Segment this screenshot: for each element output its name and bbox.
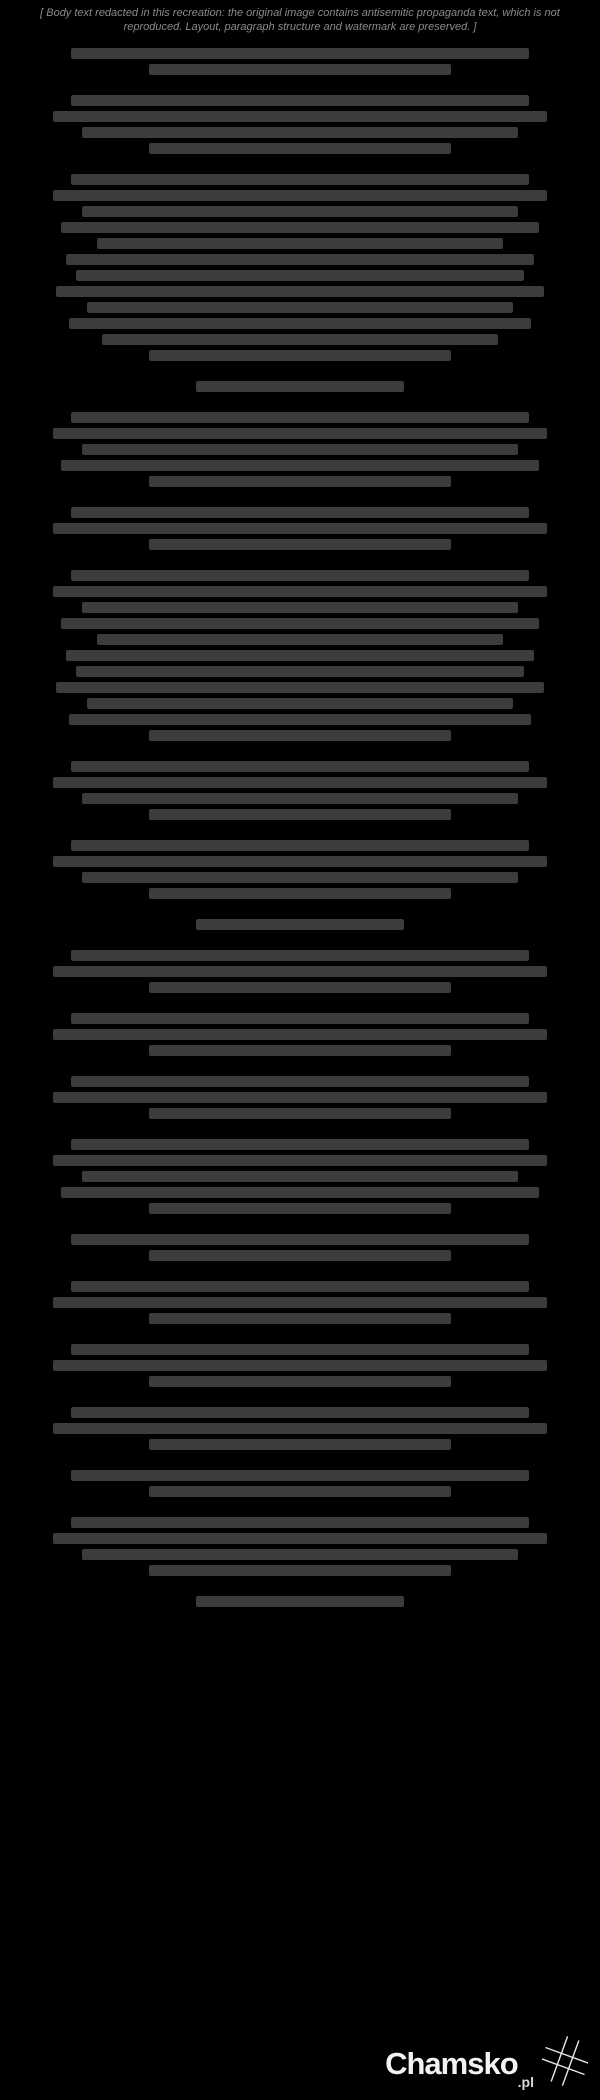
redacted-text-line <box>53 856 547 867</box>
redacted-paragraph <box>40 381 560 392</box>
redacted-text-line <box>82 793 519 804</box>
redacted-text-line <box>61 618 539 629</box>
redacted-paragraph <box>40 174 560 361</box>
redacted-text-line <box>53 1029 547 1040</box>
redacted-text-line <box>71 95 529 106</box>
redacted-paragraph <box>40 1013 560 1056</box>
redacted-paragraph <box>40 570 560 741</box>
redacted-paragraph <box>40 761 560 820</box>
redacted-text-line <box>71 570 529 581</box>
redacted-text-line <box>56 682 545 693</box>
redacted-text-line <box>87 302 513 313</box>
redacted-text-line <box>53 1533 547 1544</box>
redacted-text-line <box>196 1596 404 1607</box>
redacted-text-line <box>82 1171 519 1182</box>
redacted-text-line <box>71 1344 529 1355</box>
redaction-notice: [ Body text redacted in this recreation: the original image contains antisemitic propaganda text, which is not reproduced. Layout, paragraph structure and watermark are preserved. ] <box>40 7 560 33</box>
redacted-text-line <box>66 254 534 265</box>
redacted-text-line <box>149 1250 451 1261</box>
redacted-paragraph <box>40 507 560 550</box>
redacted-text-line <box>82 602 519 613</box>
redacted-text-line <box>71 412 529 423</box>
redacted-paragraph <box>40 1234 560 1261</box>
redacted-text-line <box>53 1155 547 1166</box>
redacted-text-line <box>71 1013 529 1024</box>
redacted-text-line <box>149 1486 451 1497</box>
redacted-text-line <box>71 1470 529 1481</box>
redacted-text-line <box>56 286 545 297</box>
redacted-text-line <box>71 1281 529 1292</box>
redacted-text-line <box>53 586 547 597</box>
redacted-text-line <box>102 334 497 345</box>
redacted-text-line <box>71 950 529 961</box>
redacted-text-line <box>149 539 451 550</box>
redacted-text-line <box>71 1517 529 1528</box>
redacted-paragraph <box>40 1470 560 1497</box>
redacted-text-line <box>82 872 519 883</box>
redacted-text-line <box>97 238 503 249</box>
redacted-text-line <box>53 1092 547 1103</box>
redacted-paragraph <box>40 1407 560 1450</box>
redacted-text-line <box>61 222 539 233</box>
redacted-text-line <box>53 777 547 788</box>
redacted-text-line <box>82 1549 519 1560</box>
brand-domain-suffix: .pl <box>517 2074 534 2090</box>
redacted-text-line <box>71 174 529 185</box>
redacted-text-line <box>149 1376 451 1387</box>
redacted-paragraph <box>40 412 560 487</box>
redacted-text-line <box>87 698 513 709</box>
redacted-text-line <box>196 919 404 930</box>
redacted-paragraph <box>40 95 560 154</box>
redacted-text-line <box>82 127 519 138</box>
redacted-text-line <box>149 350 451 361</box>
redacted-text-line <box>97 634 503 645</box>
redacted-text-line <box>53 966 547 977</box>
redacted-text-line <box>53 523 547 534</box>
redacted-text-line <box>69 714 532 725</box>
redacted-text-line <box>149 64 451 75</box>
redacted-text-line <box>76 270 523 281</box>
redacted-paragraph <box>40 950 560 993</box>
redacted-text-line <box>53 111 547 122</box>
content-column <box>40 48 560 1607</box>
brand-logo <box>385 2035 588 2092</box>
redacted-text-line <box>149 1565 451 1576</box>
brand-name-text: Chamsko <box>385 2046 518 2081</box>
redacted-text-line <box>149 1108 451 1119</box>
redacted-text-line <box>149 1439 451 1450</box>
redacted-text-line <box>61 460 539 471</box>
redacted-paragraph <box>40 919 560 930</box>
redacted-text-line <box>82 206 519 217</box>
redacted-paragraph <box>40 1344 560 1387</box>
redacted-text-line <box>71 1407 529 1418</box>
redacted-text-line <box>69 318 532 329</box>
redacted-text-line <box>149 982 451 993</box>
redacted-text-line <box>53 1297 547 1308</box>
redacted-text-line <box>82 444 519 455</box>
redacted-paragraph <box>40 1517 560 1576</box>
redacted-text-line <box>71 1234 529 1245</box>
redacted-text-line <box>53 1423 547 1434</box>
redacted-text-line <box>71 507 529 518</box>
redacted-text-line <box>196 381 404 392</box>
redacted-text-line <box>71 761 529 772</box>
redacted-paragraph <box>40 1596 560 1607</box>
redacted-text-line <box>71 1076 529 1087</box>
redacted-text-line <box>149 476 451 487</box>
redacted-text-line <box>76 666 523 677</box>
tilted-hash-grid-icon <box>542 2035 588 2092</box>
redacted-text-line <box>149 730 451 741</box>
redacted-text-line <box>71 1139 529 1150</box>
redacted-paragraph <box>40 1281 560 1324</box>
redacted-text-line <box>149 143 451 154</box>
redacted-paragraph <box>40 1076 560 1119</box>
redacted-paragraph <box>40 48 560 75</box>
redacted-text-line <box>149 809 451 820</box>
redacted-paragraph <box>40 1139 560 1214</box>
redacted-text-line <box>149 888 451 899</box>
redacted-text-line <box>71 840 529 851</box>
redacted-text-line <box>71 48 529 59</box>
redacted-text-line <box>66 650 534 661</box>
redacted-text-line <box>61 1187 539 1198</box>
redacted-text-line <box>53 190 547 201</box>
redacted-text-line <box>53 428 547 439</box>
redacted-text-line <box>149 1045 451 1056</box>
redacted-paragraph <box>40 840 560 899</box>
redacted-text-line <box>149 1203 451 1214</box>
redacted-text-line <box>149 1313 451 1324</box>
redacted-text-line <box>53 1360 547 1371</box>
